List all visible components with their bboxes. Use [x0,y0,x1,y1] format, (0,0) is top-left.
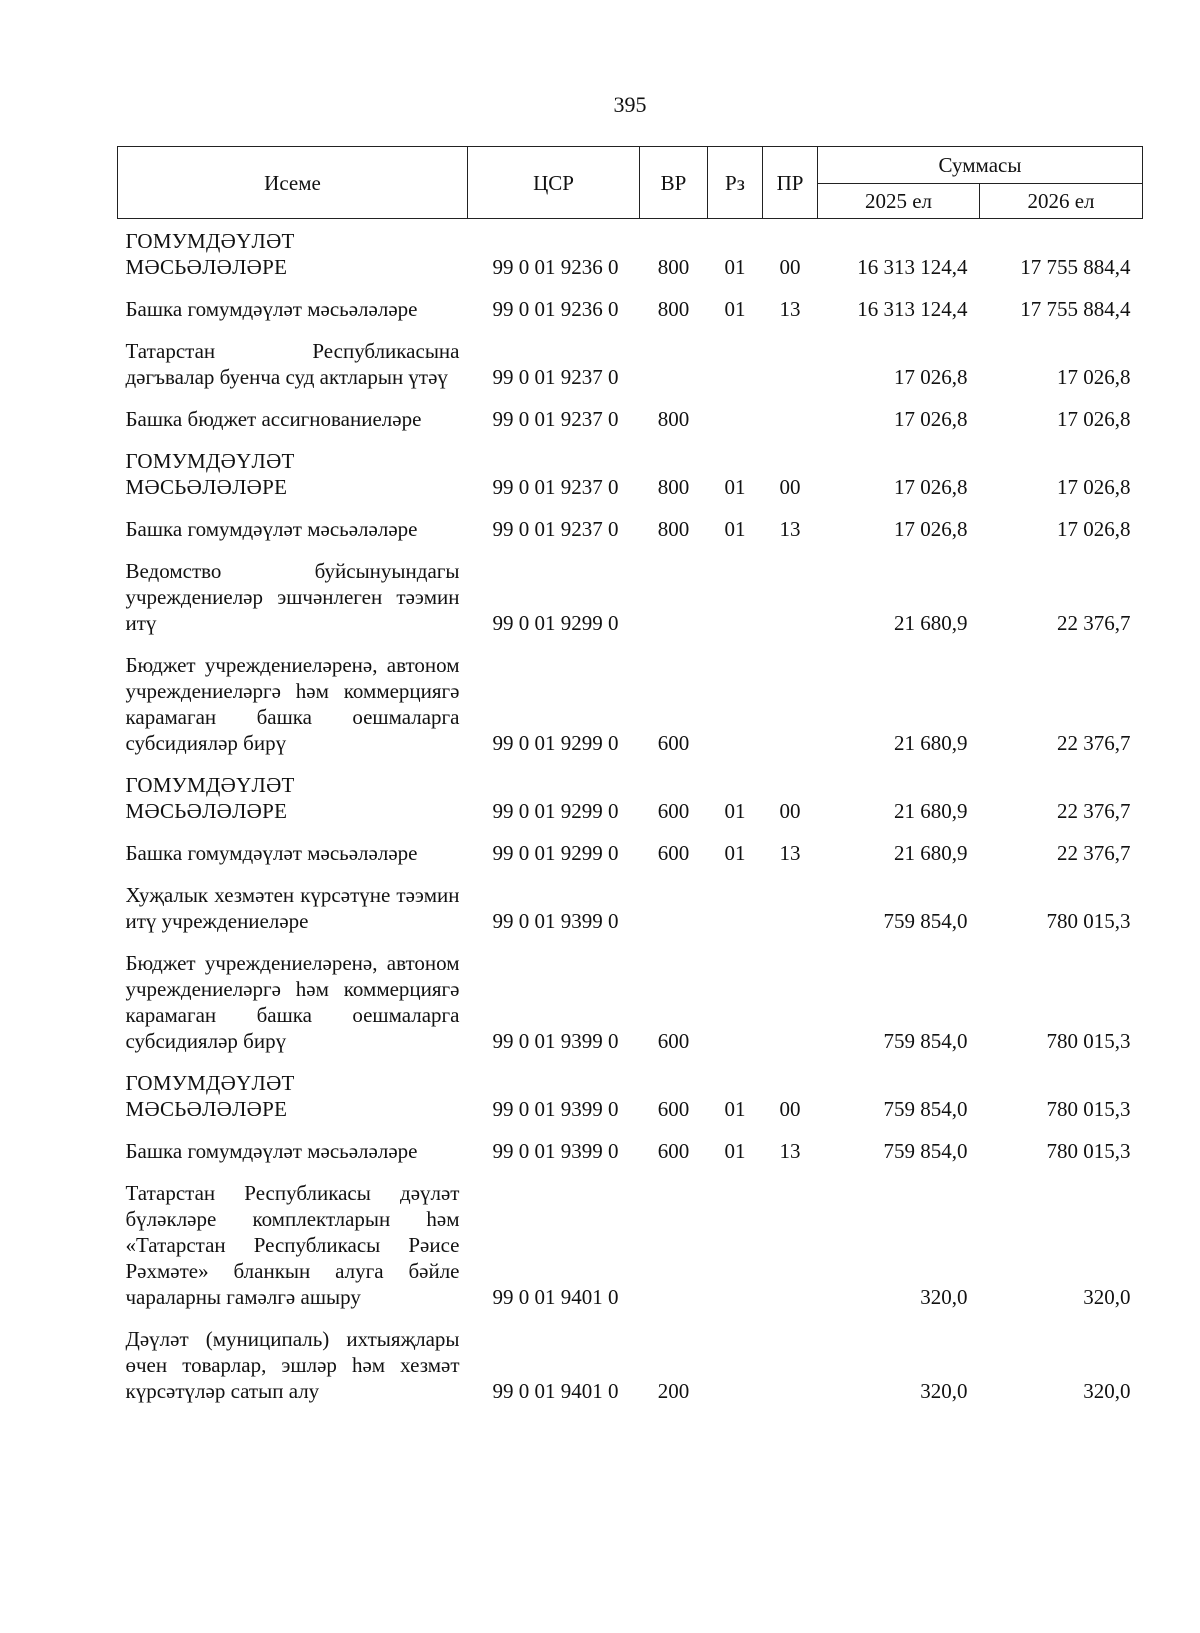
header-year-2026: 2026 ел [980,184,1143,219]
row-sum-2025: 759 854,0 [883,1029,968,1053]
row-sum-2025: 320,0 [920,1285,968,1309]
header-csr: ЦСР [468,147,640,219]
header-name: Исеме [118,147,468,219]
row-csr: 99 0 01 9237 0 [492,407,619,431]
row-pr [763,873,818,941]
row-name: Башка гомумдәүләт мәсьәләләре [125,841,418,865]
row-rz [708,941,763,1061]
row-name: Бюджет учреждениеләренә, автоном учреждениеләргә һәм коммерциягә карамаган башка оешмаларга субсидияләр бирү [125,653,460,755]
row-pr [763,1317,818,1411]
row-rz [708,643,763,763]
row-csr: 99 0 01 9399 0 [492,1029,619,1053]
row-pr [763,941,818,1061]
table-row [118,439,1143,507]
row-sum-2026: 22 376,7 [1057,841,1131,865]
row-vr: 800 [657,517,690,541]
row-sum-2025: 16 313 124,4 [857,255,968,279]
row-sum-2026: 780 015,3 [1046,1029,1131,1053]
row-csr: 99 0 01 9399 0 [492,1139,619,1163]
row-rz: 01 [724,255,746,279]
row-sum-2026: 17 026,8 [1057,407,1131,431]
row-sum-2026: 17 755 884,4 [1020,297,1131,321]
row-pr: 00 [779,475,801,499]
row-csr: 99 0 01 9236 0 [492,297,619,321]
row-rz [708,1317,763,1411]
row-name: Дәүләт (муниципаль) ихтыяҗлары өчен товарлар, эшләр һәм хезмәт күрсәтүләр сатып алу [125,1327,460,1403]
row-sum-2025: 16 313 124,4 [857,297,968,321]
row-name: Башка бюджет ассигнованиеләре [125,407,422,431]
row-sum-2025: 17 026,8 [894,365,968,389]
row-csr: 99 0 01 9236 0 [492,255,619,279]
table-row [118,549,1143,643]
row-sum-2026: 17 026,8 [1057,365,1131,389]
row-sum-2025: 759 854,0 [883,1139,968,1163]
row-sum-2026: 780 015,3 [1046,1139,1131,1163]
row-pr [763,1171,818,1317]
row-csr: 99 0 01 9299 0 [492,611,619,635]
row-csr: 99 0 01 9401 0 [492,1379,619,1403]
table-row [118,287,1143,329]
row-sum-2025: 17 026,8 [894,517,968,541]
row-name: Ведомство буйсынуындагы учреждениеләр эшчәнлеген тәэмин итү [125,559,460,635]
row-vr [640,329,708,397]
row-sum-2026: 22 376,7 [1057,611,1131,635]
row-name: Бюджет учреждениеләренә, автоном учреждениеләргә һәм коммерциягә карамаган башка оешмаларга субсидияләр бирү [125,951,460,1053]
row-vr: 200 [657,1379,690,1403]
row-csr: 99 0 01 9299 0 [492,731,619,755]
row-rz [708,549,763,643]
row-name: Башка гомумдәүләт мәсьәләләре [125,1139,418,1163]
row-pr [763,549,818,643]
row-name: Татарстан Республикасы дәүләт бүләкләре комплектларын һәм «Татарстан Республикасы Рәисе Рәхмәте» бланкын алуга бәйле чараларны гамәлгә ашыру [125,1181,460,1309]
row-vr: 600 [657,799,690,823]
row-vr: 800 [657,407,690,431]
budget-table [117,146,1143,1411]
row-vr: 600 [657,731,690,755]
table-row [118,329,1143,397]
row-rz: 01 [724,475,746,499]
row-vr [640,549,708,643]
row-pr: 13 [779,1139,801,1163]
row-sum-2026: 22 376,7 [1057,799,1131,823]
row-rz: 01 [724,297,746,321]
row-rz: 01 [724,799,746,823]
row-csr: 99 0 01 9399 0 [492,909,619,933]
row-vr: 600 [657,1029,690,1053]
row-pr: 00 [779,1097,801,1121]
row-pr: 13 [779,841,801,865]
row-sum-2025: 17 026,8 [894,475,968,499]
header-vr: ВР [640,147,708,219]
row-pr: 00 [779,799,801,823]
row-name: Башка гомумдәүләт мәсьәләләре [125,297,418,321]
row-name: ГОМУМДӘҮЛӘТ МӘСЬӘЛӘЛӘРЕ [125,1071,295,1121]
table-row [118,643,1143,763]
table-row [118,1171,1143,1317]
table-row [118,873,1143,941]
row-rz: 01 [724,841,746,865]
row-name: ГОМУМДӘҮЛӘТ МӘСЬӘЛӘЛӘРЕ [125,229,295,279]
row-name: ГОМУМДӘҮЛӘТ МӘСЬӘЛӘЛӘРЕ [125,449,295,499]
row-name: Татарстан Республикасына дәгъвалар буенча суд актларын үтәү [125,339,460,389]
row-rz: 01 [724,1097,746,1121]
row-csr: 99 0 01 9237 0 [492,517,619,541]
table-row [118,397,1143,439]
row-pr [763,643,818,763]
row-pr: 00 [779,255,801,279]
row-sum-2025: 21 680,9 [894,611,968,635]
header-year-2025: 2025 ел [818,184,980,219]
table-row [118,507,1143,549]
header-pr: ПР [763,147,818,219]
row-vr: 600 [657,1097,690,1121]
row-vr: 800 [657,475,690,499]
row-sum-2026: 780 015,3 [1046,909,1131,933]
row-vr [640,873,708,941]
row-sum-2026: 320,0 [1083,1285,1131,1309]
row-sum-2025: 759 854,0 [883,909,968,933]
row-csr: 99 0 01 9401 0 [492,1285,619,1309]
row-name: Башка гомумдәүләт мәсьәләләре [125,517,418,541]
row-sum-2025: 21 680,9 [894,841,968,865]
row-pr: 13 [779,517,801,541]
table-row [118,941,1143,1061]
header-sums: Суммасы [818,147,1143,184]
table-body [118,219,1143,1412]
row-rz [708,397,763,439]
row-sum-2026: 17 026,8 [1057,517,1131,541]
row-sum-2025: 17 026,8 [894,407,968,431]
row-sum-2026: 17 026,8 [1057,475,1131,499]
row-rz [708,873,763,941]
row-csr: 99 0 01 9237 0 [492,365,619,389]
table-row [118,763,1143,831]
row-sum-2026: 17 755 884,4 [1020,255,1131,279]
row-pr [763,329,818,397]
row-vr: 800 [657,297,690,321]
page-number: 395 [613,92,647,117]
row-name: Хуҗалык хезмәтен күрсәтүне тәэмин итү учреждениеләре [125,883,460,933]
row-pr: 13 [779,297,801,321]
row-rz: 01 [724,1139,746,1163]
row-csr: 99 0 01 9237 0 [492,475,619,499]
table-row [118,1129,1143,1171]
row-sum-2025: 320,0 [920,1379,968,1403]
row-sum-2025: 21 680,9 [894,799,968,823]
row-sum-2026: 780 015,3 [1046,1097,1131,1121]
row-sum-2026: 22 376,7 [1057,731,1131,755]
row-sum-2025: 759 854,0 [883,1097,968,1121]
row-rz [708,1171,763,1317]
row-csr: 99 0 01 9399 0 [492,1097,619,1121]
header-rz: Рз [708,147,763,219]
row-rz: 01 [724,517,746,541]
row-name: ГОМУМДӘҮЛӘТ МӘСЬӘЛӘЛӘРЕ [125,773,295,823]
row-sum-2026: 320,0 [1083,1379,1131,1403]
table-row [118,1061,1143,1129]
row-vr: 600 [657,1139,690,1163]
row-sum-2025: 21 680,9 [894,731,968,755]
table-header [118,147,1143,219]
row-vr [640,1171,708,1317]
row-vr: 800 [657,255,690,279]
table-row [118,1317,1143,1411]
row-csr: 99 0 01 9299 0 [492,799,619,823]
row-rz [708,329,763,397]
table-row [118,219,1143,288]
row-pr [763,397,818,439]
table-row [118,831,1143,873]
row-vr: 600 [657,841,690,865]
row-csr: 99 0 01 9299 0 [492,841,619,865]
